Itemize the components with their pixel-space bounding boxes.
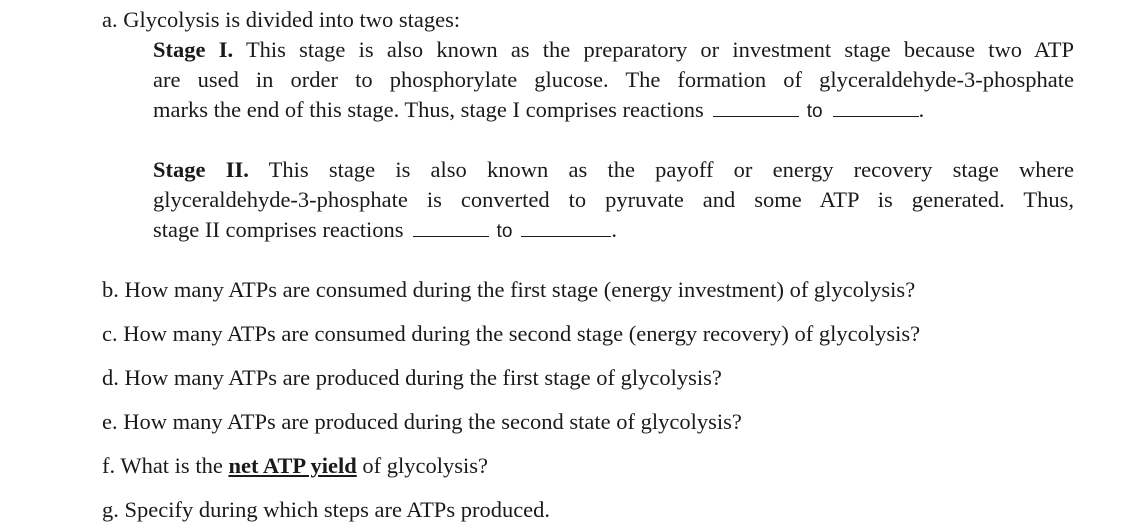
question-c: c. How many ATPs are consumed during the second stage (energy recovery) of glycolysis? (102, 321, 921, 346)
stage2-line1 (153, 155, 1074, 185)
question-d: d. How many ATPs are produced during the first stage of glycolysis? (102, 365, 722, 390)
stage1-line2: are used in order to phosphorylate glucose. The formation of glyceraldehyde-3-phosphate (153, 67, 1074, 92)
stage2-line3-text: stage II comprises reactions (153, 217, 404, 242)
stage1-line3-text: marks the end of this stage. Thus, stage I comprises reactions (153, 97, 704, 122)
stage1-start-blank[interactable] (713, 97, 799, 117)
stage2-label: Stage II. (153, 157, 249, 182)
question-g: g. Specify during which steps are ATPs produced. (102, 497, 551, 522)
net-atp-yield-emphasis: net ATP yield (228, 453, 357, 478)
stage1-line1 (153, 35, 1074, 65)
stage1-line3 (153, 95, 924, 127)
stage2-end-blank[interactable] (521, 217, 611, 237)
stage2-line3 (153, 215, 617, 247)
stage1-period: . (918, 97, 925, 122)
stage1-to: to (806, 101, 823, 122)
question-a-intro: a. Glycolysis is divided into two stages: (102, 7, 461, 32)
stage2-to: to (496, 221, 513, 242)
stage1-end-blank[interactable] (833, 97, 919, 117)
stage1-label: Stage I. (153, 37, 234, 62)
question-f-pre: f. What is the (102, 453, 223, 478)
stage2-start-blank[interactable] (413, 217, 489, 237)
question-f-post: of glycolysis? (362, 453, 489, 478)
question-e: e. How many ATPs are produced during the second state of glycolysis? (102, 409, 742, 434)
stage2-line2: glyceraldehyde-3-phosphate is converted to pyruvate and some ATP is generated. Thus, (153, 187, 1074, 212)
question-f (102, 451, 488, 481)
question-b: b. How many ATPs are consumed during the first stage (energy investment) of glycolysis? (102, 277, 916, 302)
stage1-line1-text: This stage is also known as the preparatory or investment stage because two ATP (245, 37, 1074, 62)
stage2-period: . (611, 217, 618, 242)
stage2-line1-text: This stage is also known as the payoff or energy recovery stage where (268, 157, 1074, 182)
